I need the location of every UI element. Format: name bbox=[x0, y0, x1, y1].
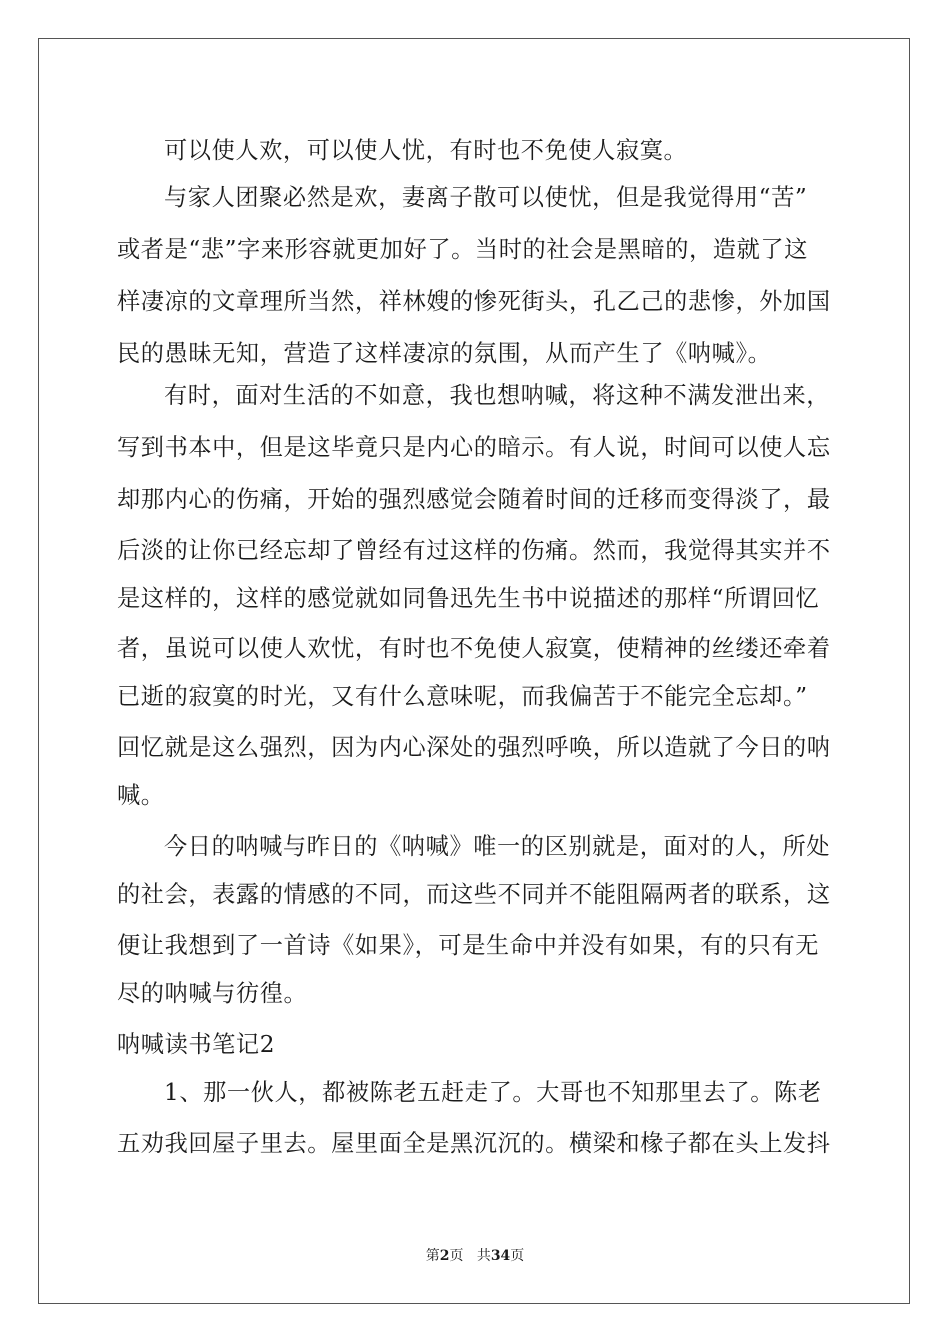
text-line: 已逝的寂寞的时光，又有什么意味呢，而我偏苦于不能完全忘却。” bbox=[117, 683, 808, 710]
total-suffix: 页 bbox=[510, 1248, 525, 1264]
text-line: 民的愚昧无知，营造了这样凄凉的氛围，从而产生了《呐喊》。 bbox=[117, 340, 772, 367]
text-line: 喊。 bbox=[117, 782, 165, 809]
text-line: 后淡的让你已经忘却了曾经有过这样的伤痛。然而，我觉得其实并不 bbox=[117, 537, 831, 564]
text-line: 或者是“悲”字来形容就更加好了。当时的社会是黑暗的，造就了这 bbox=[117, 236, 808, 263]
page-prefix: 第 bbox=[425, 1248, 440, 1264]
text-line: 1、那一伙人，都被陈老五赶走了。大哥也不知那里去了。陈老 bbox=[164, 1079, 822, 1106]
page-number: 2 bbox=[439, 1248, 450, 1264]
text-line: 有时，面对生活的不如意，我也想呐喊，将这种不满发泄出来， bbox=[164, 382, 831, 409]
text-line: 五劝我回屋子里去。屋里面全是黑沉沉的。横梁和椽子都在头上发抖 bbox=[117, 1130, 831, 1157]
section-heading: 呐喊读书笔记2 bbox=[117, 1031, 276, 1058]
page-border bbox=[38, 38, 910, 1304]
page-footer bbox=[0, 1246, 950, 1266]
text-line: 的社会，表露的情感的不同，而这些不同并不能阻隔两者的联系，这 bbox=[117, 881, 831, 908]
text-line: 今日的呐喊与昨日的《呐喊》唯一的区别就是，面对的人，所处 bbox=[164, 833, 831, 860]
page-suffix: 页 bbox=[449, 1248, 464, 1264]
text-line: 却那内心的伤痛，开始的强烈感觉会随着时间的迁移而变得淡了，最 bbox=[117, 486, 831, 513]
total-pages: 34 bbox=[490, 1248, 511, 1264]
text-line: 写到书本中，但是这毕竟只是内心的暗示。有人说，时间可以使人忘 bbox=[117, 434, 831, 461]
text-line: 尽的呐喊与彷徨。 bbox=[117, 980, 308, 1007]
text-line: 便让我想到了一首诗《如果》，可是生命中并没有如果，有的只有无 bbox=[117, 932, 820, 959]
total-prefix: 共 bbox=[476, 1248, 491, 1264]
text-line: 与家人团聚必然是欢，妻离子散可以使忧，但是我觉得用“苦” bbox=[164, 184, 808, 211]
text-line: 是这样的，这样的感觉就如同鲁迅先生书中说描述的那样“所谓回忆 bbox=[117, 585, 820, 612]
text-line: 回忆就是这么强烈，因为内心深处的强烈呼唤，所以造就了今日的呐 bbox=[117, 734, 831, 761]
text-line: 者，虽说可以使人欢忧，有时也不免使人寂寞，使精神的丝缕还牵着 bbox=[117, 635, 831, 662]
text-line: 可以使人欢，可以使人忧，有时也不免使人寂寞。 bbox=[164, 137, 688, 164]
text-line: 样凄凉的文章理所当然，祥林嫂的惨死街头，孔乙己的悲惨，外加国 bbox=[117, 288, 831, 315]
